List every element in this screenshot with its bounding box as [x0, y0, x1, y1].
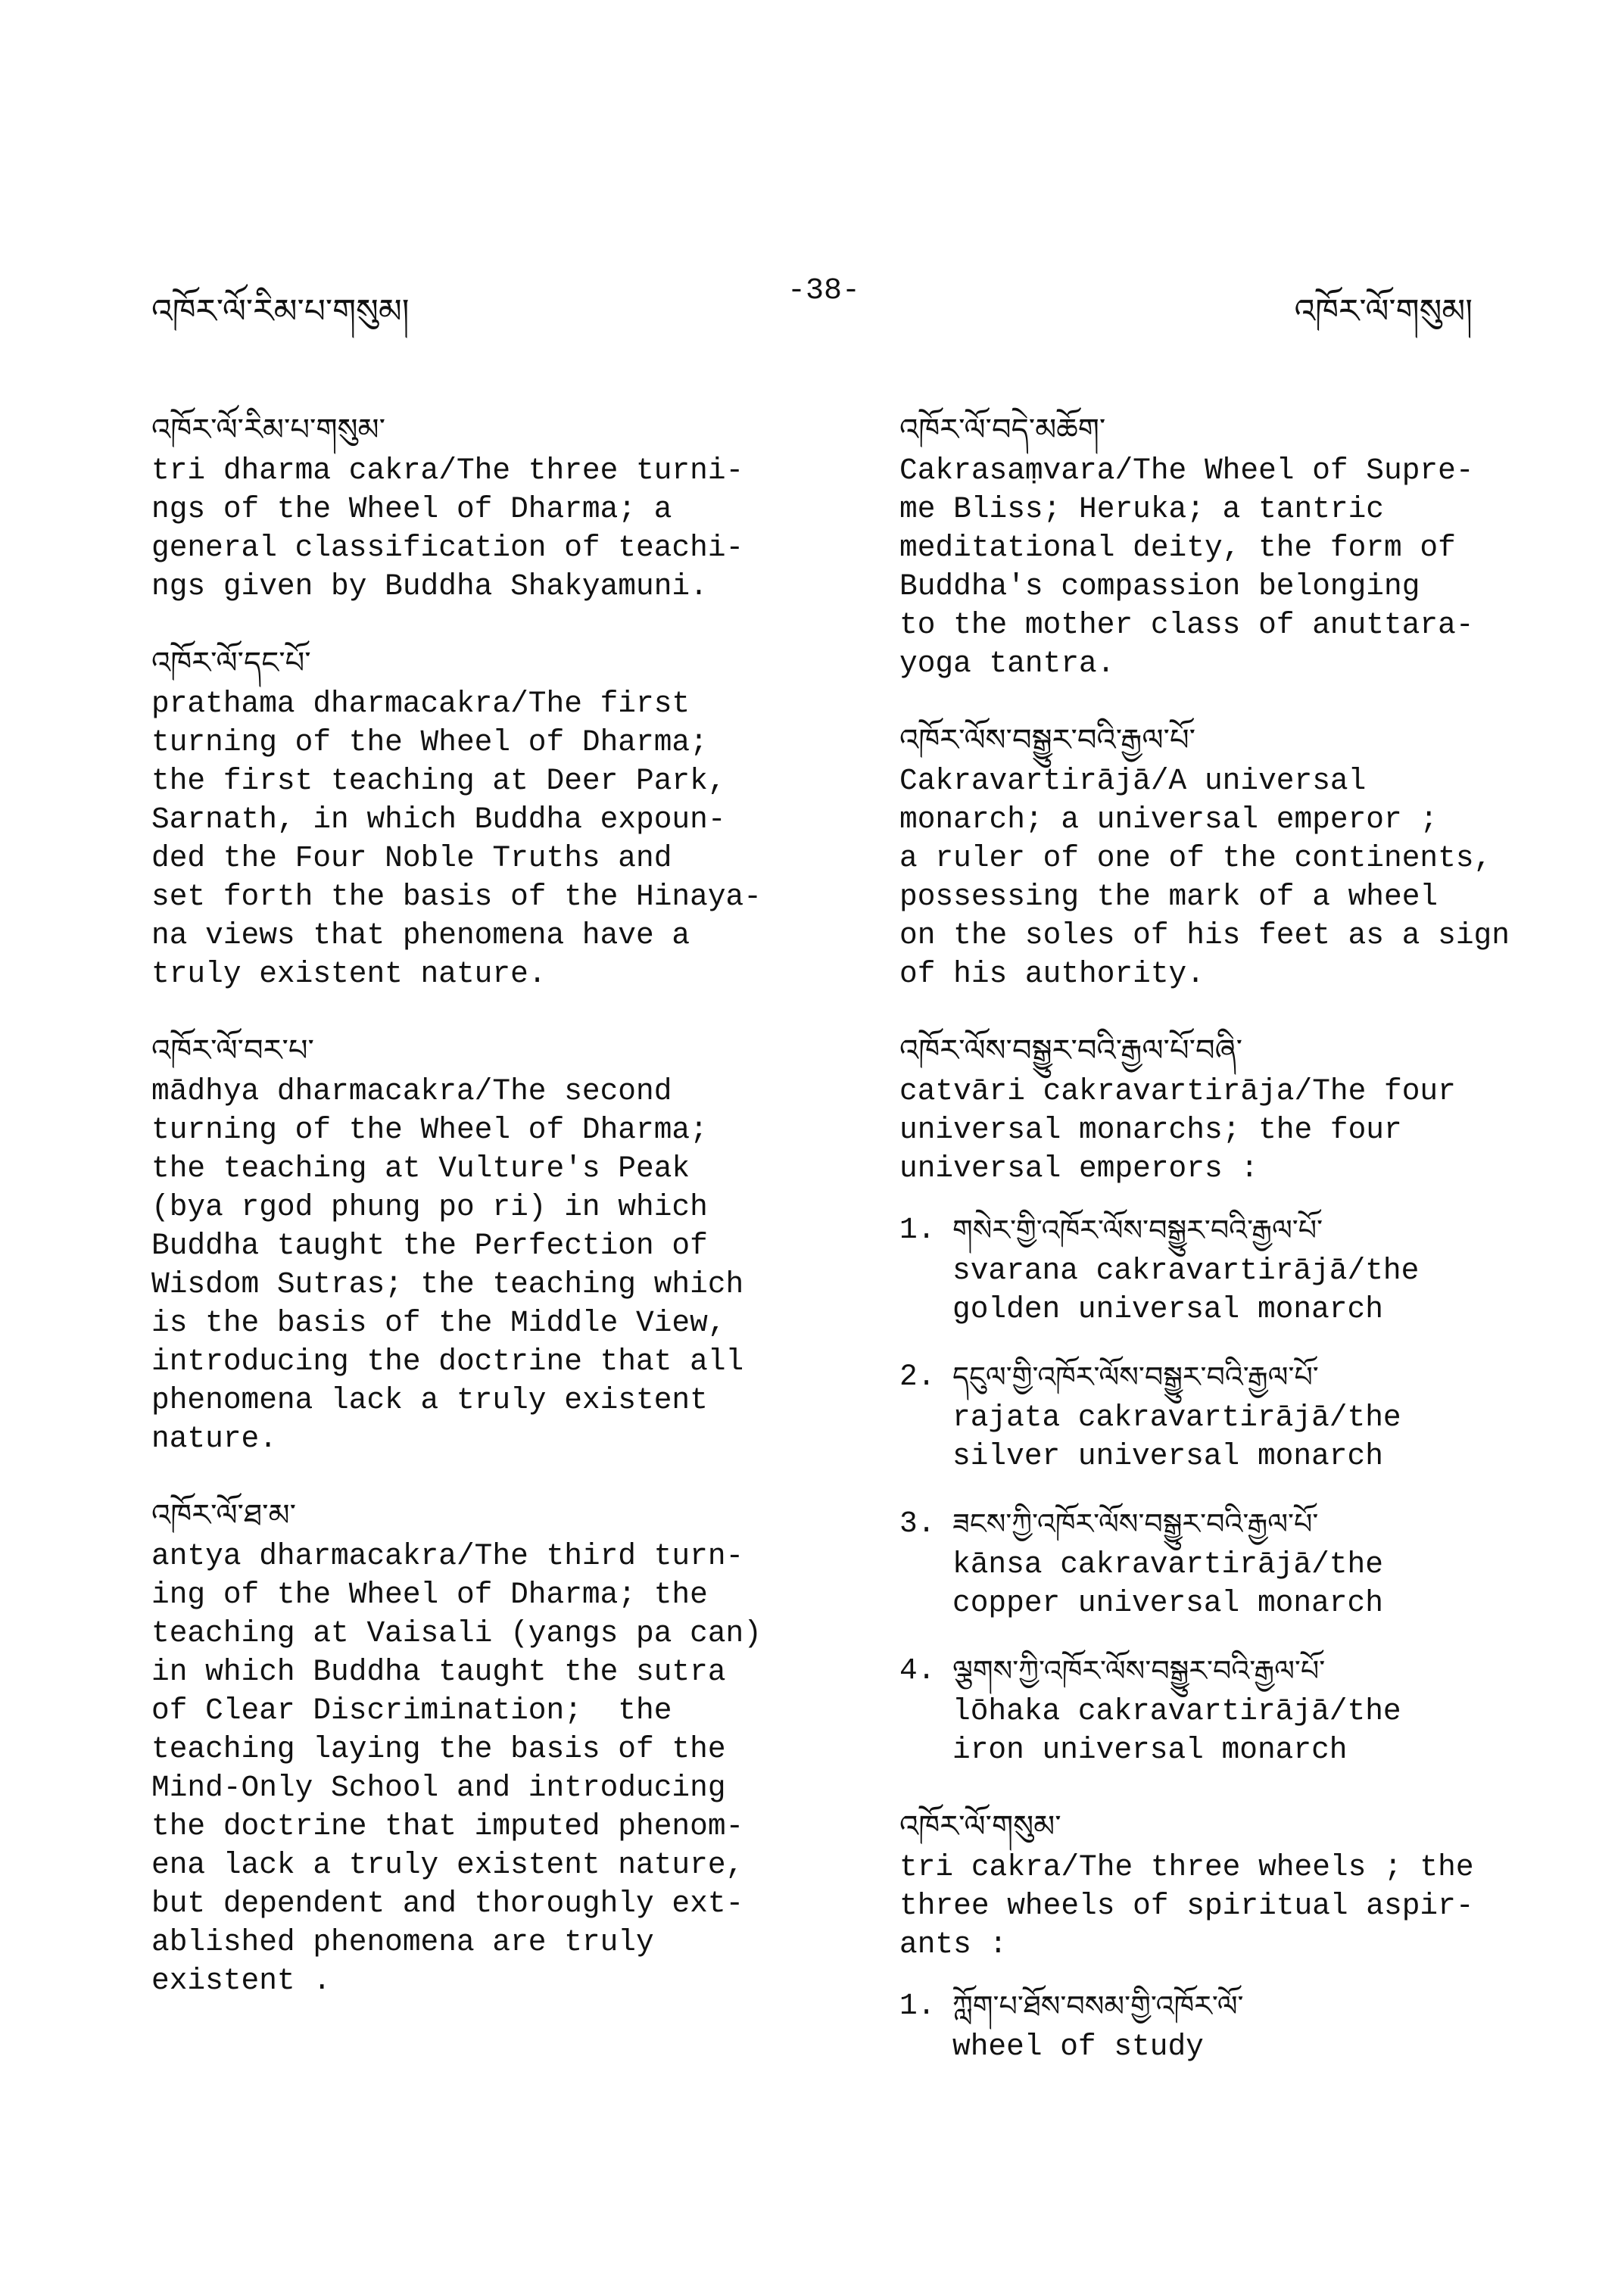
- entry-definition: tri dharma cakra/The three turni- ngs of the Wheel of Dharma; a general classification of teachi- ngs given by Buddha Shakyamuni.: [151, 453, 744, 603]
- entry-definition: antya dharmacakra/The third turn- ing of the Wheel of Dharma; the teaching at Vaisali (yangs pa can) in which Buddha taught the sutra of Clear Discrimination; the teaching laying the basis of the Mind-Only School and introducing the doctrine that imputed phenom- ena lack a truly existent nature, but dependent and thoroughly ext- ablished phenomena are truly existent .: [151, 1539, 762, 1998]
- entry-term: འཁོར་ལོ་བར་པ་: [151, 1033, 314, 1068]
- entry-term: འཁོར་ལོས་བསྒྱུར་བའི་རྒྱལ་པོ་བཞི་: [899, 1033, 1243, 1068]
- item-term: དངུལ་གྱི་འཁོར་ལོས་བསྒྱུར་བའི་རྒྱལ་པོ་: [952, 1360, 1319, 1394]
- item-term: ཀློག་པ་ཐོས་བསམ་གྱི་འཁོར་ལོ་: [952, 1989, 1244, 2023]
- entry-term: འཁོར་ལོ་དང་པོ་: [151, 646, 311, 681]
- entry-term: འཁོར་ལོས་བསྒྱུར་བའི་རྒྱལ་པོ་: [899, 723, 1195, 758]
- list-item: [899, 1503, 1581, 1622]
- glossary-entry: [151, 1030, 818, 1458]
- item-definition: lōhaka cakravartirājā/the iron universal monarch: [952, 1694, 1401, 1767]
- glossary-entry: [151, 1494, 818, 2000]
- entry-term: འཁོར་ལོ་གསུམ་: [899, 1809, 1061, 1844]
- item-definition: wheel of study: [952, 2030, 1204, 2064]
- item-number: 1.: [899, 1989, 936, 2023]
- entry-definition: prathama dharmacakra/The first turning of the Wheel of Dharma; the first teaching at Deer Park, Sarnath, in which Buddha expoun- ded the Four Noble Truths and set forth the basis of the Hinaya- na views that phenomena have a truly existent nature.: [151, 687, 762, 991]
- entry-term: འཁོར་ལོ་ཐ་མ་: [151, 1498, 296, 1533]
- list-item: [899, 1650, 1581, 1769]
- item-number: 3.: [899, 1506, 936, 1541]
- glossary-entry: [151, 642, 818, 993]
- entry-term: འཁོར་ལོ་བདེ་མཆོག་: [899, 413, 1106, 447]
- item-definition: svarana cakravartirājā/the golden universal monarch: [952, 1254, 1420, 1326]
- item-term: གསེར་གྱི་འཁོར་ལོས་བསྒྱུར་བའི་རྒྱལ་པོ་: [952, 1213, 1323, 1247]
- entry-definition: catvāri cakravartirāja/The four universal monarchs; the four universal emperors :: [899, 1074, 1456, 1185]
- right-column: [899, 409, 1581, 2102]
- monarch-list: [899, 1209, 1581, 1769]
- item-number: 2.: [899, 1360, 936, 1394]
- glossary-entry-four-monarchs: [899, 1030, 1581, 1769]
- item-number: 4.: [899, 1653, 936, 1687]
- list-item: [899, 1209, 1581, 1329]
- running-header-right: འཁོར་ལོ་གསུམ།: [1294, 292, 1473, 331]
- entry-definition: Cakravartirājā/A universal monarch; a universal emperor ; a ruler of one of the continents, possessing the mark of a wheel on the soles of his feet as a sign of his authority.: [899, 764, 1510, 991]
- entry-term: འཁོར་ལོ་རིམ་པ་གསུམ་: [151, 413, 386, 447]
- item-term: ལྕགས་ཀྱི་འཁོར་ལོས་བསྒྱུར་བའི་རྒྱལ་པོ་: [952, 1654, 1326, 1687]
- left-column: [151, 409, 818, 2036]
- list-item: [899, 1985, 1581, 2066]
- running-header-left: འཁོར་ལོ་རིམ་པ་གསུམ།: [151, 292, 410, 331]
- wheels-list: [899, 1985, 1581, 2066]
- entry-definition: mādhya dharmacakra/The second turning of the Wheel of Dharma; the teaching at Vulture's Peak (bya rgod phung po ri) in which Buddha taught the Perfection of Wisdom Sutras; the teaching which is the basis of the Middle View, introducing the doctrine that all phenomena lack a truly existent nature.: [151, 1074, 744, 1456]
- glossary-entry: [899, 409, 1581, 683]
- item-definition: kānsa cakravartirājā/the copper universal monarch: [952, 1547, 1383, 1620]
- glossary-entry: [151, 409, 818, 606]
- item-term: ཟངས་ཀྱི་འཁོར་ལོས་བསྒྱུར་བའི་རྒྱལ་པོ་: [952, 1507, 1319, 1541]
- item-number: 1.: [899, 1213, 936, 1247]
- list-item: [899, 1356, 1581, 1475]
- glossary-entry: [899, 719, 1581, 993]
- page-number: -38-: [787, 274, 861, 308]
- entry-definition: tri cakra/The three wheels ; the three wheels of spiritual aspir- ants :: [899, 1850, 1474, 1961]
- glossary-entry-three-wheels: [899, 1805, 1581, 2066]
- item-definition: rajata cakravartirājā/the silver universal monarch: [952, 1400, 1401, 1473]
- entry-definition: Cakrasaṃvara/The Wheel of Supre- me Bliss; Heruka; a tantric meditational deity, the form of Buddha's compassion belonging to the mother class of anuttara- yoga tantra.: [899, 453, 1474, 681]
